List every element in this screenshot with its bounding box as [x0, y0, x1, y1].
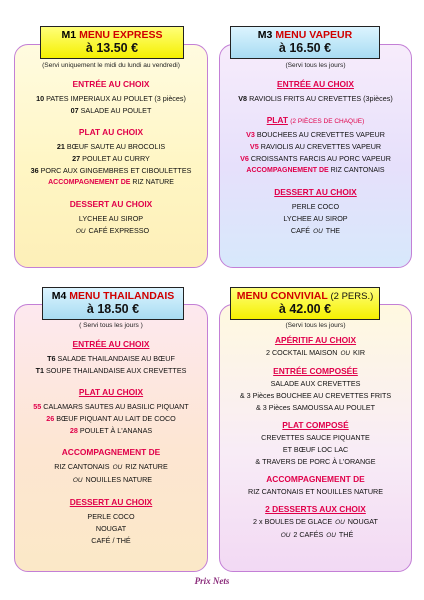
m4-dessert-title: DESSERT AU CHOIX — [69, 497, 153, 507]
m4-accomp-ou: OU — [72, 477, 83, 484]
conv-dessert-item — [220, 529, 411, 542]
m4-dessert-item: CAFÉ / THÉ — [91, 536, 131, 545]
m4-accomp-title: ACCOMPAGNEMENT DE — [61, 447, 161, 457]
m3-entree-num: V8 — [238, 94, 248, 103]
conv-dessert-text: 2 CAFÉS — [293, 530, 324, 539]
m3-plat-text: CROISSANTS FARCIS AU PORC VAPEUR — [250, 154, 391, 163]
m1-plat-text: POULET AU CURRY — [82, 154, 150, 163]
m3-accompaniment — [220, 165, 411, 177]
m4-banner — [42, 287, 184, 320]
conv-aperitif-item — [220, 347, 411, 360]
conv-entree-item: SALADE AUX CREVETTES — [270, 379, 361, 388]
m3-plat-num: V6 — [240, 154, 249, 163]
conv-dessert-item — [220, 516, 411, 529]
m4-entree-text: SALADE THAILANDAISE AU BŒUF — [57, 354, 175, 363]
m4-plat-num: 55 — [33, 402, 42, 411]
m3-plat-text: BOUCHEES AU CREVETTES VAPEUR — [256, 130, 385, 139]
m4-entree-title: ENTRÉE AU CHOIX — [72, 339, 150, 349]
m3-plat-heading — [220, 115, 411, 125]
m4-entree-item — [15, 353, 207, 365]
conv-plat-item: ET BŒUF LOC LAC — [282, 445, 349, 454]
m1-plat-num: 27 — [72, 154, 81, 163]
m1-accompaniment — [15, 177, 207, 189]
m4-dessert-item: NOUGAT — [95, 524, 127, 533]
m3-plat-note: (2 PIÈCES DE CHAQUE) — [290, 118, 365, 125]
m3-entree-title: ENTRÉE AU CHOIX — [277, 79, 354, 89]
conv-dessert-ou: OU — [280, 532, 291, 539]
m3-banner — [230, 26, 380, 59]
conv-accomp-title: ACCOMPAGNEMENT DE — [266, 474, 365, 484]
conv-dessert-text: THÉ — [338, 530, 354, 539]
m4-plat-item — [15, 413, 207, 425]
m4-entree-num: T1 — [35, 366, 44, 375]
m3-plat-item — [220, 129, 411, 141]
conv-entree-title: ENTRÉE COMPOSÉE — [273, 366, 358, 376]
m3-plat-item — [220, 141, 411, 153]
m4-code: M4 — [51, 290, 67, 302]
m1-plat-item — [15, 141, 207, 153]
m4-plat-item — [15, 425, 207, 437]
m3-subtitle: (Servi tous les jours) — [285, 62, 346, 69]
conv-plat-title: PLAT COMPOSÉ — [282, 420, 349, 430]
m1-plat-title: PLAT AU CHOIX — [78, 127, 144, 137]
m1-dessert-ou: OU — [75, 228, 86, 235]
conv-accomp-item: RIZ CANTONAIS ET NOUILLES NATURE — [248, 487, 383, 496]
m1-plat-item — [15, 165, 207, 177]
m3-dessert-ou: OU — [313, 228, 323, 235]
conv-dessert-title: 2 DESSERTS AUX CHOIX — [265, 504, 366, 514]
m4-entree-num: T6 — [47, 354, 56, 363]
m1-card — [14, 41, 208, 268]
m1-entree-num: 10 — [36, 94, 45, 103]
conv-subtitle: (Servi tous les jours) — [285, 322, 346, 329]
m4-accomp-text: RIZ NATURE — [125, 462, 168, 471]
conv-dessert-text: NOUGAT — [347, 517, 378, 526]
m4-plat-num: 26 — [46, 414, 55, 423]
m1-dessert-title: DESSERT AU CHOIX — [69, 199, 153, 209]
m4-plat-text: POULET À L'ANANAS — [79, 426, 153, 435]
m3-code: M3 — [257, 29, 273, 41]
conv-entree-item: & 3 Pièces SAMOUSSA AU POULET — [255, 403, 376, 412]
conv-aperitif-title: APÉRITIF AU CHOIX — [274, 335, 357, 345]
conv-dessert-text: 2 x BOULES DE GLACE — [253, 517, 333, 526]
m4-name: MENU THAILANDAIS — [69, 290, 175, 302]
m1-dessert-item: LYCHEE AU SIROP — [78, 214, 144, 223]
m4-accomp-text: RIZ CANTONAIS — [54, 462, 110, 471]
m4-card — [14, 304, 208, 572]
m4-plat-text: CALAMARS SAUTES AU BASILIC PIQUANT — [43, 402, 189, 411]
m3-dessert-item: LYCHEE AU SIROP — [283, 214, 348, 223]
m1-code: M1 — [61, 29, 77, 41]
m1-entree-text: PATES IMPERIAUX AU POULET (3 pièces) — [46, 94, 186, 103]
conv-dessert-ou: OU — [335, 519, 345, 526]
m1-subtitle: (Servi uniquement le midi du lundi au vendredi) — [42, 62, 180, 69]
conv-name: MENU CONVIVIAL — [236, 290, 328, 302]
m1-price: à 13.50 € — [85, 41, 139, 56]
conv-plat-item: CREVETTES SAUCE PIQUANTE — [261, 433, 370, 442]
m3-entree-item — [220, 93, 411, 105]
m1-entree-item — [15, 105, 207, 117]
m4-accomp-item — [15, 461, 207, 474]
m3-accomp-label: ACCOMPAGNEMENT DE — [246, 167, 329, 174]
m1-plat-num: 21 — [56, 142, 65, 151]
m4-price: à 18.50 € — [86, 302, 140, 317]
m4-plat-item — [15, 401, 207, 413]
m1-entree-text: SALADE AU POULET — [80, 106, 152, 115]
conv-aperitif-text: KIR — [353, 348, 366, 357]
m1-plat-text: BŒUF SAUTE AU BROCOLIS — [66, 142, 166, 151]
m3-card — [219, 41, 412, 268]
m1-plat-item — [15, 153, 207, 165]
m4-accomp-ou: OU — [112, 464, 123, 471]
m4-accomp-text: NOUILLES NATURE — [85, 475, 153, 484]
m4-entree-text: SOUPE THAILANDAISE AUX CREVETTES — [45, 366, 187, 375]
conv-aperitif-ou: OU — [340, 350, 351, 357]
footer-prix-nets: Prix Nets — [194, 576, 230, 586]
conv-dessert-ou: OU — [326, 532, 336, 539]
m3-plat-num: V5 — [249, 142, 259, 151]
m3-dessert-item — [220, 225, 411, 238]
m4-accomp-item — [15, 474, 207, 487]
m3-entree-text: RAVIOLIS FRITS AU CREVETTES (3pièces) — [249, 94, 393, 103]
m3-plat-text: RAVIOLIS AU CREVETTES VAPEUR — [260, 142, 382, 151]
m1-banner — [40, 26, 184, 59]
m4-entree-item — [15, 365, 207, 377]
conv-price: à 42.00 € — [278, 302, 332, 317]
m4-dessert-item: PERLE COCO — [87, 512, 135, 521]
conv-aperitif-text: 2 COCKTAIL MAISON — [265, 348, 338, 357]
m4-plat-text: BŒUF PIQUANT AU LAIT DE COCO — [56, 414, 176, 423]
m1-dessert-text: CAFÉ EXPRESSO — [88, 226, 150, 235]
m1-entree-title: ENTRÉE AU CHOIX — [72, 79, 150, 89]
conv-card — [219, 304, 412, 572]
m3-plat-num: V3 — [246, 130, 255, 139]
conv-plat-item: & TRAVERS DE PORC À L'ORANGE — [255, 457, 376, 466]
m4-subtitle: ( Servi tous les jours ) — [79, 322, 143, 329]
m3-accomp-value: RIZ CANTONAIS — [330, 167, 385, 174]
m3-dessert-item: PERLE COCO — [291, 202, 340, 211]
m1-plat-text: PORC AUX GINGEMBRES ET CIBOULETTES — [40, 166, 192, 175]
m3-dessert-text: THE — [325, 226, 341, 235]
conv-entree-item: & 3 Pièces BOUCHEE AU CREVETTES FRITS — [239, 391, 392, 400]
m1-name: MENU EXPRESS — [79, 29, 163, 41]
m1-plat-num: 36 — [30, 166, 39, 175]
m1-entree-num: 07 — [70, 106, 79, 115]
m3-plat-title: PLAT — [266, 115, 288, 125]
m3-name: MENU VAPEUR — [275, 29, 353, 41]
m3-plat-item — [220, 153, 411, 165]
m1-accomp-value: RIZ NATURE — [132, 179, 174, 186]
m3-price: à 16.50 € — [278, 41, 332, 56]
m4-plat-num: 28 — [69, 426, 78, 435]
m4-plat-title: PLAT AU CHOIX — [78, 387, 144, 397]
m1-entree-item — [15, 93, 207, 105]
m1-dessert-item — [15, 225, 207, 238]
conv-persons: (2 PERS.) — [330, 291, 374, 302]
conv-banner — [230, 287, 380, 320]
m1-accomp-label: ACCOMPAGNEMENT DE — [48, 179, 131, 186]
m3-dessert-text: CAFÉ — [290, 226, 311, 235]
m3-dessert-title: DESSERT AU CHOIX — [274, 187, 357, 197]
